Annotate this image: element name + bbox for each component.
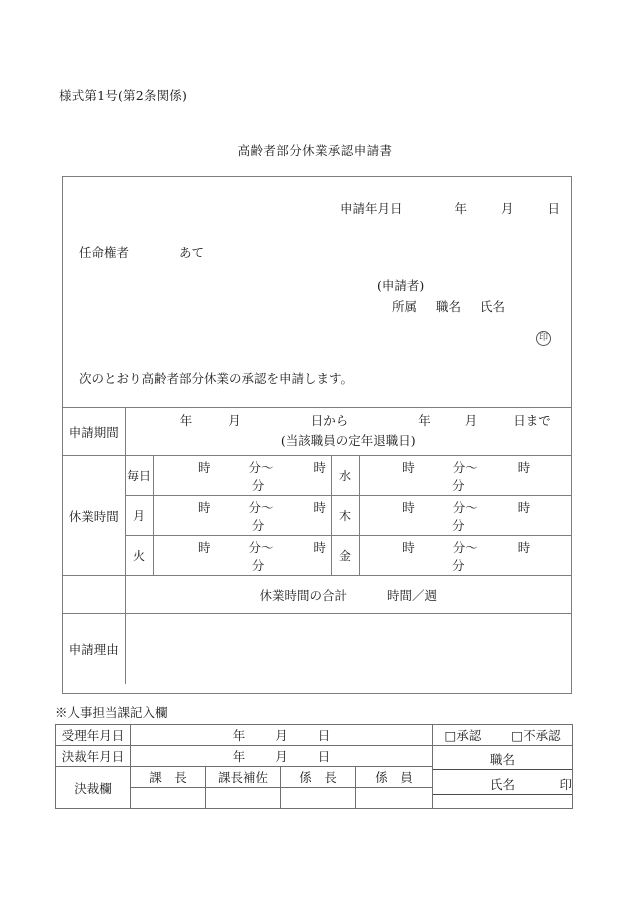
minute-label: 分 <box>452 517 465 533</box>
leave-hours-row-3 <box>63 536 571 576</box>
day-cell-tue: 火 <box>125 536 153 576</box>
decision-date-row <box>56 746 573 767</box>
seal-area <box>536 330 551 346</box>
hour-label: 時 <box>313 539 327 555</box>
day-cell-mon: 月 <box>125 496 153 536</box>
hour-label: 時 <box>313 459 327 475</box>
time-cell-tue[interactable] <box>153 536 331 576</box>
minute-tilde-label: 分〜 <box>248 459 274 475</box>
receipt-date-value[interactable] <box>131 725 433 746</box>
hour-label: 時 <box>197 539 211 555</box>
total-hours-row <box>63 576 571 614</box>
stamp-box-kakariin[interactable] <box>356 788 433 809</box>
application-form-box <box>62 176 572 694</box>
period-range-line <box>126 411 572 431</box>
page-title: 高齢者部分休業承認申請書 <box>237 143 393 158</box>
period-to-day: 日まで <box>513 413 551 428</box>
approve-checkbox[interactable]: □承認 <box>444 728 482 743</box>
appointer-line <box>79 243 204 261</box>
form-header-area <box>63 177 571 407</box>
signature-job-title-row[interactable] <box>433 752 572 770</box>
period-label-cell: 申請期間 <box>63 408 125 456</box>
column-header-kacho: 課 長 <box>131 767 206 788</box>
minute-tilde-label: 分〜 <box>452 539 478 555</box>
minute-tilde-label: 分〜 <box>452 459 478 475</box>
total-hours-label: 休業時間の合計 <box>259 587 348 603</box>
time-cell-thu[interactable] <box>359 496 571 536</box>
applicant-job-title-label[interactable]: 職名 <box>436 298 462 314</box>
period-row <box>63 408 571 456</box>
hour-label: 時 <box>402 539 415 555</box>
hour-label: 時 <box>402 499 415 515</box>
seal-icon: 印 <box>536 331 551 346</box>
total-spacer-cell <box>63 576 125 614</box>
form-grid <box>63 407 571 684</box>
period-from-month: 月 <box>228 413 241 428</box>
hour-label: 時 <box>197 499 211 515</box>
decision-box-label: 決裁欄 <box>56 767 131 809</box>
time-cell-everyday[interactable] <box>153 456 331 496</box>
signature-cell[interactable] <box>433 746 573 809</box>
period-to-year: 年 <box>418 413 431 428</box>
application-date-month[interactable]: 月 <box>501 201 514 216</box>
minute-label: 分 <box>251 517 265 533</box>
addressed-to-label: あて <box>179 245 205 260</box>
decision-month: 月 <box>275 749 288 764</box>
time-cell-fri[interactable] <box>359 536 571 576</box>
receipt-year: 年 <box>232 728 246 743</box>
receipt-day: 日 <box>317 728 331 743</box>
minute-label: 分 <box>251 477 265 493</box>
stamp-box-kakaricho[interactable] <box>281 788 356 809</box>
decision-date-value[interactable] <box>131 746 433 767</box>
column-header-kakariin: 係 員 <box>356 767 433 788</box>
period-note: (当該職員の定年退職日) <box>280 433 416 448</box>
receipt-date-row <box>56 725 573 746</box>
hr-section-heading: ※人事担当課記入欄 <box>55 705 168 720</box>
applicant-heading: (申請者) <box>377 278 425 293</box>
reason-row <box>63 614 571 684</box>
signature-name-label: 氏名 <box>490 777 516 792</box>
leave-hours-label-cell: 休業時間 <box>63 456 125 576</box>
hour-label: 時 <box>517 459 531 475</box>
decision-day: 日 <box>317 749 331 764</box>
minute-tilde-label: 分〜 <box>248 539 274 555</box>
hour-label: 時 <box>517 499 531 515</box>
minute-tilde-label: 分〜 <box>452 499 478 515</box>
reason-label-cell: 申請理由 <box>63 614 125 684</box>
column-header-kachohosa: 課長補佐 <box>206 767 281 788</box>
minute-tilde-label: 分〜 <box>248 499 274 515</box>
applicant-block <box>377 276 505 317</box>
time-cell-mon[interactable] <box>153 496 331 536</box>
time-cell-wed[interactable] <box>359 456 571 496</box>
decision-date-label: 決裁年月日 <box>56 746 131 767</box>
reason-value-cell[interactable] <box>125 614 571 684</box>
stamp-box-kachohosa[interactable] <box>206 788 281 809</box>
period-from-year: 年 <box>179 413 193 428</box>
day-cell-everyday: 毎日 <box>125 456 153 496</box>
application-date-label: 申請年月日 <box>340 201 403 216</box>
total-hours-unit: 時間／週 <box>387 587 438 603</box>
signature-name-row[interactable] <box>433 777 572 795</box>
hr-section-table <box>55 724 573 809</box>
applicant-affiliation-label[interactable]: 所属 <box>392 298 418 314</box>
minute-label: 分 <box>452 557 465 573</box>
receipt-date-label: 受理年月日 <box>56 725 131 746</box>
application-date-year[interactable]: 年 <box>454 201 468 216</box>
minute-label: 分 <box>452 477 465 493</box>
minute-label: 分 <box>251 557 265 573</box>
reject-checkbox[interactable]: □不承認 <box>511 728 561 743</box>
hour-label: 時 <box>517 539 531 555</box>
period-to-month: 月 <box>464 413 478 428</box>
receipt-month: 月 <box>275 728 288 743</box>
application-date-day[interactable]: 日 <box>547 201 561 216</box>
appointer-label: 任命権者 <box>79 245 130 260</box>
period-from-day: 日から <box>310 413 349 428</box>
day-cell-wed: 水 <box>331 456 359 496</box>
leave-hours-row-1 <box>63 456 571 496</box>
stamp-box-kacho[interactable] <box>131 788 206 809</box>
hour-label: 時 <box>313 499 327 515</box>
form-code-label: 様式第1号(第2条関係) <box>59 88 188 103</box>
period-value-cell[interactable] <box>125 408 571 456</box>
application-date-line <box>340 199 560 217</box>
signature-stamp-label: 印 <box>559 777 573 792</box>
day-cell-thu: 木 <box>331 496 359 536</box>
day-cell-fri: 金 <box>331 536 359 576</box>
total-hours-cell[interactable] <box>125 576 571 614</box>
application-statement: 次のとおり高齢者部分休業の承認を申請します。 <box>79 371 354 386</box>
signature-job-title-label: 職名 <box>490 752 516 767</box>
column-header-kakaricho: 係 長 <box>281 767 356 788</box>
approval-checkbox-cell[interactable] <box>433 725 573 746</box>
decision-year: 年 <box>232 749 246 764</box>
leave-hours-row-2 <box>63 496 571 536</box>
applicant-name-label[interactable]: 氏名 <box>480 298 506 314</box>
hour-label: 時 <box>197 459 211 475</box>
hour-label: 時 <box>402 459 415 475</box>
